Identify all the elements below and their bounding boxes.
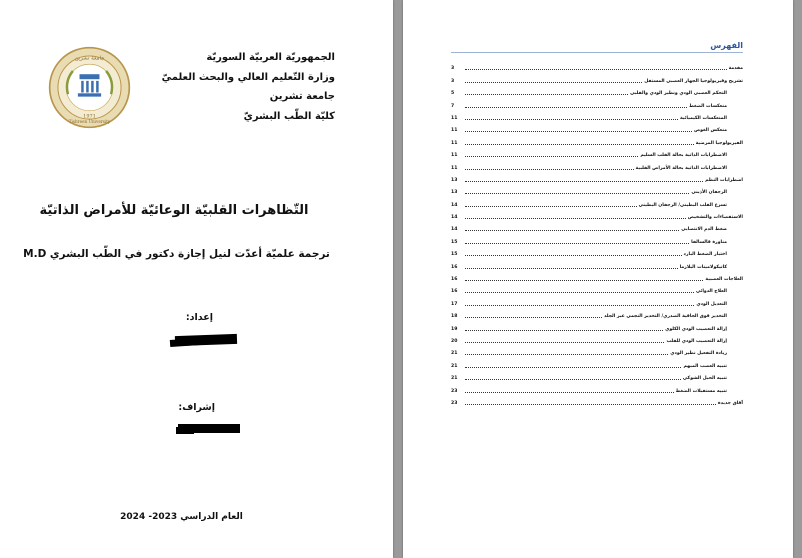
toc-entry[interactable] (451, 171, 743, 183)
toc-entry-title: المنعكسات الكيميائية (679, 115, 727, 121)
toc-entry-page: 18 (451, 314, 458, 320)
toc-entry-page: 11 (451, 115, 458, 121)
toc-entry[interactable] (451, 232, 743, 244)
toc-leader-dots (465, 156, 638, 157)
toc-entry[interactable] (451, 109, 743, 121)
toc-entry-title: إزالة التعصيب الودي للقلب (666, 338, 727, 344)
toc-leader-dots (465, 230, 679, 231)
toc-leader-dots (465, 379, 681, 380)
toc-entry[interactable] (451, 344, 743, 356)
toc-entry-title: تنبيه مستقبلات الضغط (675, 388, 727, 394)
toc-entry-page: 21 (451, 363, 458, 369)
toc-entry-page: 21 (451, 376, 458, 382)
toc-entry-title: العلاجات العصبية (705, 277, 743, 283)
toc-entry-page: 14 (451, 202, 458, 208)
toc-entry-page: 23 (451, 400, 458, 406)
toc-entry-page: 15 (451, 252, 458, 258)
toc-leader-dots (465, 206, 637, 207)
toc-entry-title: العلاج الدوائي (695, 289, 727, 295)
toc-entry-title: مناورة فالسالفا (691, 239, 727, 245)
toc-entry-title: منعكس الغوص (693, 128, 727, 134)
index-title: الفهرس (710, 41, 743, 50)
index-title-divider (451, 52, 743, 53)
toc-entry-title: تنبيه الحبل الشوكي (682, 376, 727, 382)
toc-leader-dots (465, 94, 628, 95)
toc-leader-dots (465, 119, 678, 120)
university-name: جامعة تشرين (269, 91, 335, 102)
toc-leader-dots (465, 255, 682, 256)
toc-entry[interactable] (451, 319, 743, 331)
toc-leader-dots (465, 317, 602, 318)
toc-entry[interactable] (451, 356, 743, 368)
toc-leader-dots (465, 218, 686, 219)
toc-leader-dots (465, 367, 681, 368)
toc-entry[interactable] (451, 332, 743, 344)
academic-year: العام الدراسي 2023- 2024 (120, 512, 243, 522)
toc-entry-page: 11 (451, 165, 458, 171)
thesis-subtitle: ترجمة علميّة أعدّت لنيل إجازة دكتور في الطّب البشري M.D (23, 248, 330, 260)
toc-leader-dots (465, 69, 727, 70)
toc-entry[interactable] (451, 394, 743, 406)
toc-entry-page: 16 (451, 264, 458, 270)
toc-entry-page: 19 (451, 326, 458, 332)
toc-leader-dots (465, 305, 694, 306)
toc-entry[interactable] (451, 369, 743, 381)
toc-entry-page: 16 (451, 277, 458, 283)
toc-leader-dots (465, 354, 668, 355)
institution-header (162, 48, 335, 126)
prepared-by-label: إعداد: (185, 312, 213, 323)
toc-entry[interactable] (451, 158, 743, 170)
toc-leader-dots (465, 292, 694, 293)
toc-leader-dots (465, 342, 664, 343)
toc-entry-title: الرجفان الأذيني (691, 190, 727, 196)
toc-entry-title: التحكم العصبي الودي ونظير الودي والقلبي (630, 91, 727, 97)
toc-entry[interactable] (451, 245, 743, 257)
toc-entry[interactable] (451, 282, 743, 294)
toc-leader-dots (465, 131, 692, 132)
toc-entry[interactable] (451, 381, 743, 393)
toc-entry-page: 13 (451, 190, 458, 196)
toc-entry-page: 16 (451, 289, 458, 295)
country-name: الجمهوريّة العربيّة السوريّة (206, 52, 335, 63)
toc-entry-page: 17 (451, 301, 458, 307)
toc-entry-page: 23 (451, 388, 458, 394)
toc-entry-title: مقدمة (728, 66, 743, 72)
toc-entry-title: الاستقصاءات والتشخيص (687, 215, 743, 221)
redacted-author-name-part (170, 338, 200, 347)
redacted-supervisor-name-part (176, 427, 194, 434)
toc-entry-page: 15 (451, 239, 458, 245)
toc-entry[interactable] (451, 220, 743, 232)
toc-entry-title: التخدير فوق الجافية الصدري/ التخدير النجمي عبر الجلد (604, 314, 727, 320)
toc-leader-dots (465, 82, 642, 83)
toc-entry-page: 14 (451, 215, 458, 221)
toc-leader-dots (465, 169, 634, 170)
toc-entry-page: 11 (451, 140, 458, 146)
toc-entry-title: كاتيكولامينات البلازما (679, 264, 727, 270)
toc-leader-dots (465, 144, 694, 145)
toc-entry-title: الفيزيولوجيا المرضية (695, 140, 743, 146)
toc-entry-title: اختبار الضغط البارد (683, 252, 727, 258)
toc-entry[interactable] (451, 84, 743, 96)
toc-entry[interactable] (451, 133, 743, 145)
toc-entry-title: إزالة التعصيب الودي الكلوي (665, 326, 727, 332)
toc-leader-dots (465, 392, 674, 393)
supervision-label: إشراف: (178, 402, 215, 413)
faculty-name: كليّة الطّب البشريّ (243, 110, 335, 122)
toc-entry[interactable] (451, 195, 743, 207)
toc-entry-page: 14 (451, 227, 458, 233)
toc-entry[interactable] (451, 183, 743, 195)
toc-entry-title: ضغط الدم الانتصابي (681, 227, 727, 233)
toc-entry-title: تشريح وفيزيولوجيا الجهاز العصبي المستقل (644, 78, 743, 84)
toc-entry[interactable] (451, 59, 743, 71)
toc-entry-page: 13 (451, 177, 458, 183)
toc-entry-title: زيادة التفعيل نظير الودي (670, 351, 727, 357)
toc-entry-page: 20 (451, 338, 458, 344)
toc-leader-dots (465, 181, 703, 182)
toc-entry-title: اضطرابات النظم (705, 177, 743, 183)
ministry-name: وزارة التّعليم العالي والبحث العلميّ (161, 71, 335, 83)
cover-page (0, 0, 393, 558)
toc-leader-dots (465, 193, 689, 194)
toc-leader-dots (465, 330, 663, 331)
toc-leader-dots (465, 404, 716, 405)
toc-entry-page: 7 (451, 103, 455, 109)
toc-leader-dots (465, 280, 703, 281)
toc-entry-page: 3 (451, 78, 455, 84)
toc-entry-title: تنبيه العصب المبهم (683, 363, 727, 369)
toc-entry-title: منعكسات الضغط (689, 103, 727, 109)
toc-entry-page: 11 (451, 128, 458, 134)
index-page (403, 0, 793, 558)
toc-entry-title: التعديل الودي (696, 301, 727, 307)
logo-year: 1971 (83, 113, 96, 120)
university-logo (48, 46, 131, 129)
toc-entry-page: 21 (451, 351, 458, 357)
toc-entry[interactable] (451, 208, 743, 220)
toc-entry[interactable] (451, 294, 743, 306)
logo-english-text: Tishreen University (68, 119, 111, 125)
toc-entry[interactable] (451, 270, 743, 282)
logo-arabic-text: جامعة تشرين (74, 55, 105, 62)
toc-entry-title: الاضطرابات الذاتية بحالة الأمراض القلبية (635, 165, 727, 171)
toc-leader-dots (465, 107, 687, 108)
toc-entry[interactable] (451, 257, 743, 269)
toc-entry-title: تسرع القلب البطيني/ الرجفان البطيني (638, 202, 727, 208)
toc-leader-dots (465, 268, 678, 269)
toc-leader-dots (465, 243, 689, 244)
toc-entry[interactable] (451, 96, 743, 108)
table-of-contents (451, 59, 743, 406)
toc-entry-page: 11 (451, 153, 458, 159)
toc-entry-title: آفاق جديدة (717, 400, 743, 406)
toc-entry[interactable] (451, 307, 743, 319)
toc-entry-page: 5 (451, 91, 455, 97)
toc-entry-page: 3 (451, 66, 455, 72)
toc-entry[interactable] (451, 146, 743, 158)
toc-entry[interactable] (451, 71, 743, 83)
toc-entry-title: الاضطرابات الذاتية بحالة القلب السليم (640, 153, 727, 159)
toc-entry[interactable] (451, 121, 743, 133)
thesis-title: التّظاهرات القلبيّة الوعائيّة للأمراض الذاتيّة (39, 203, 309, 218)
